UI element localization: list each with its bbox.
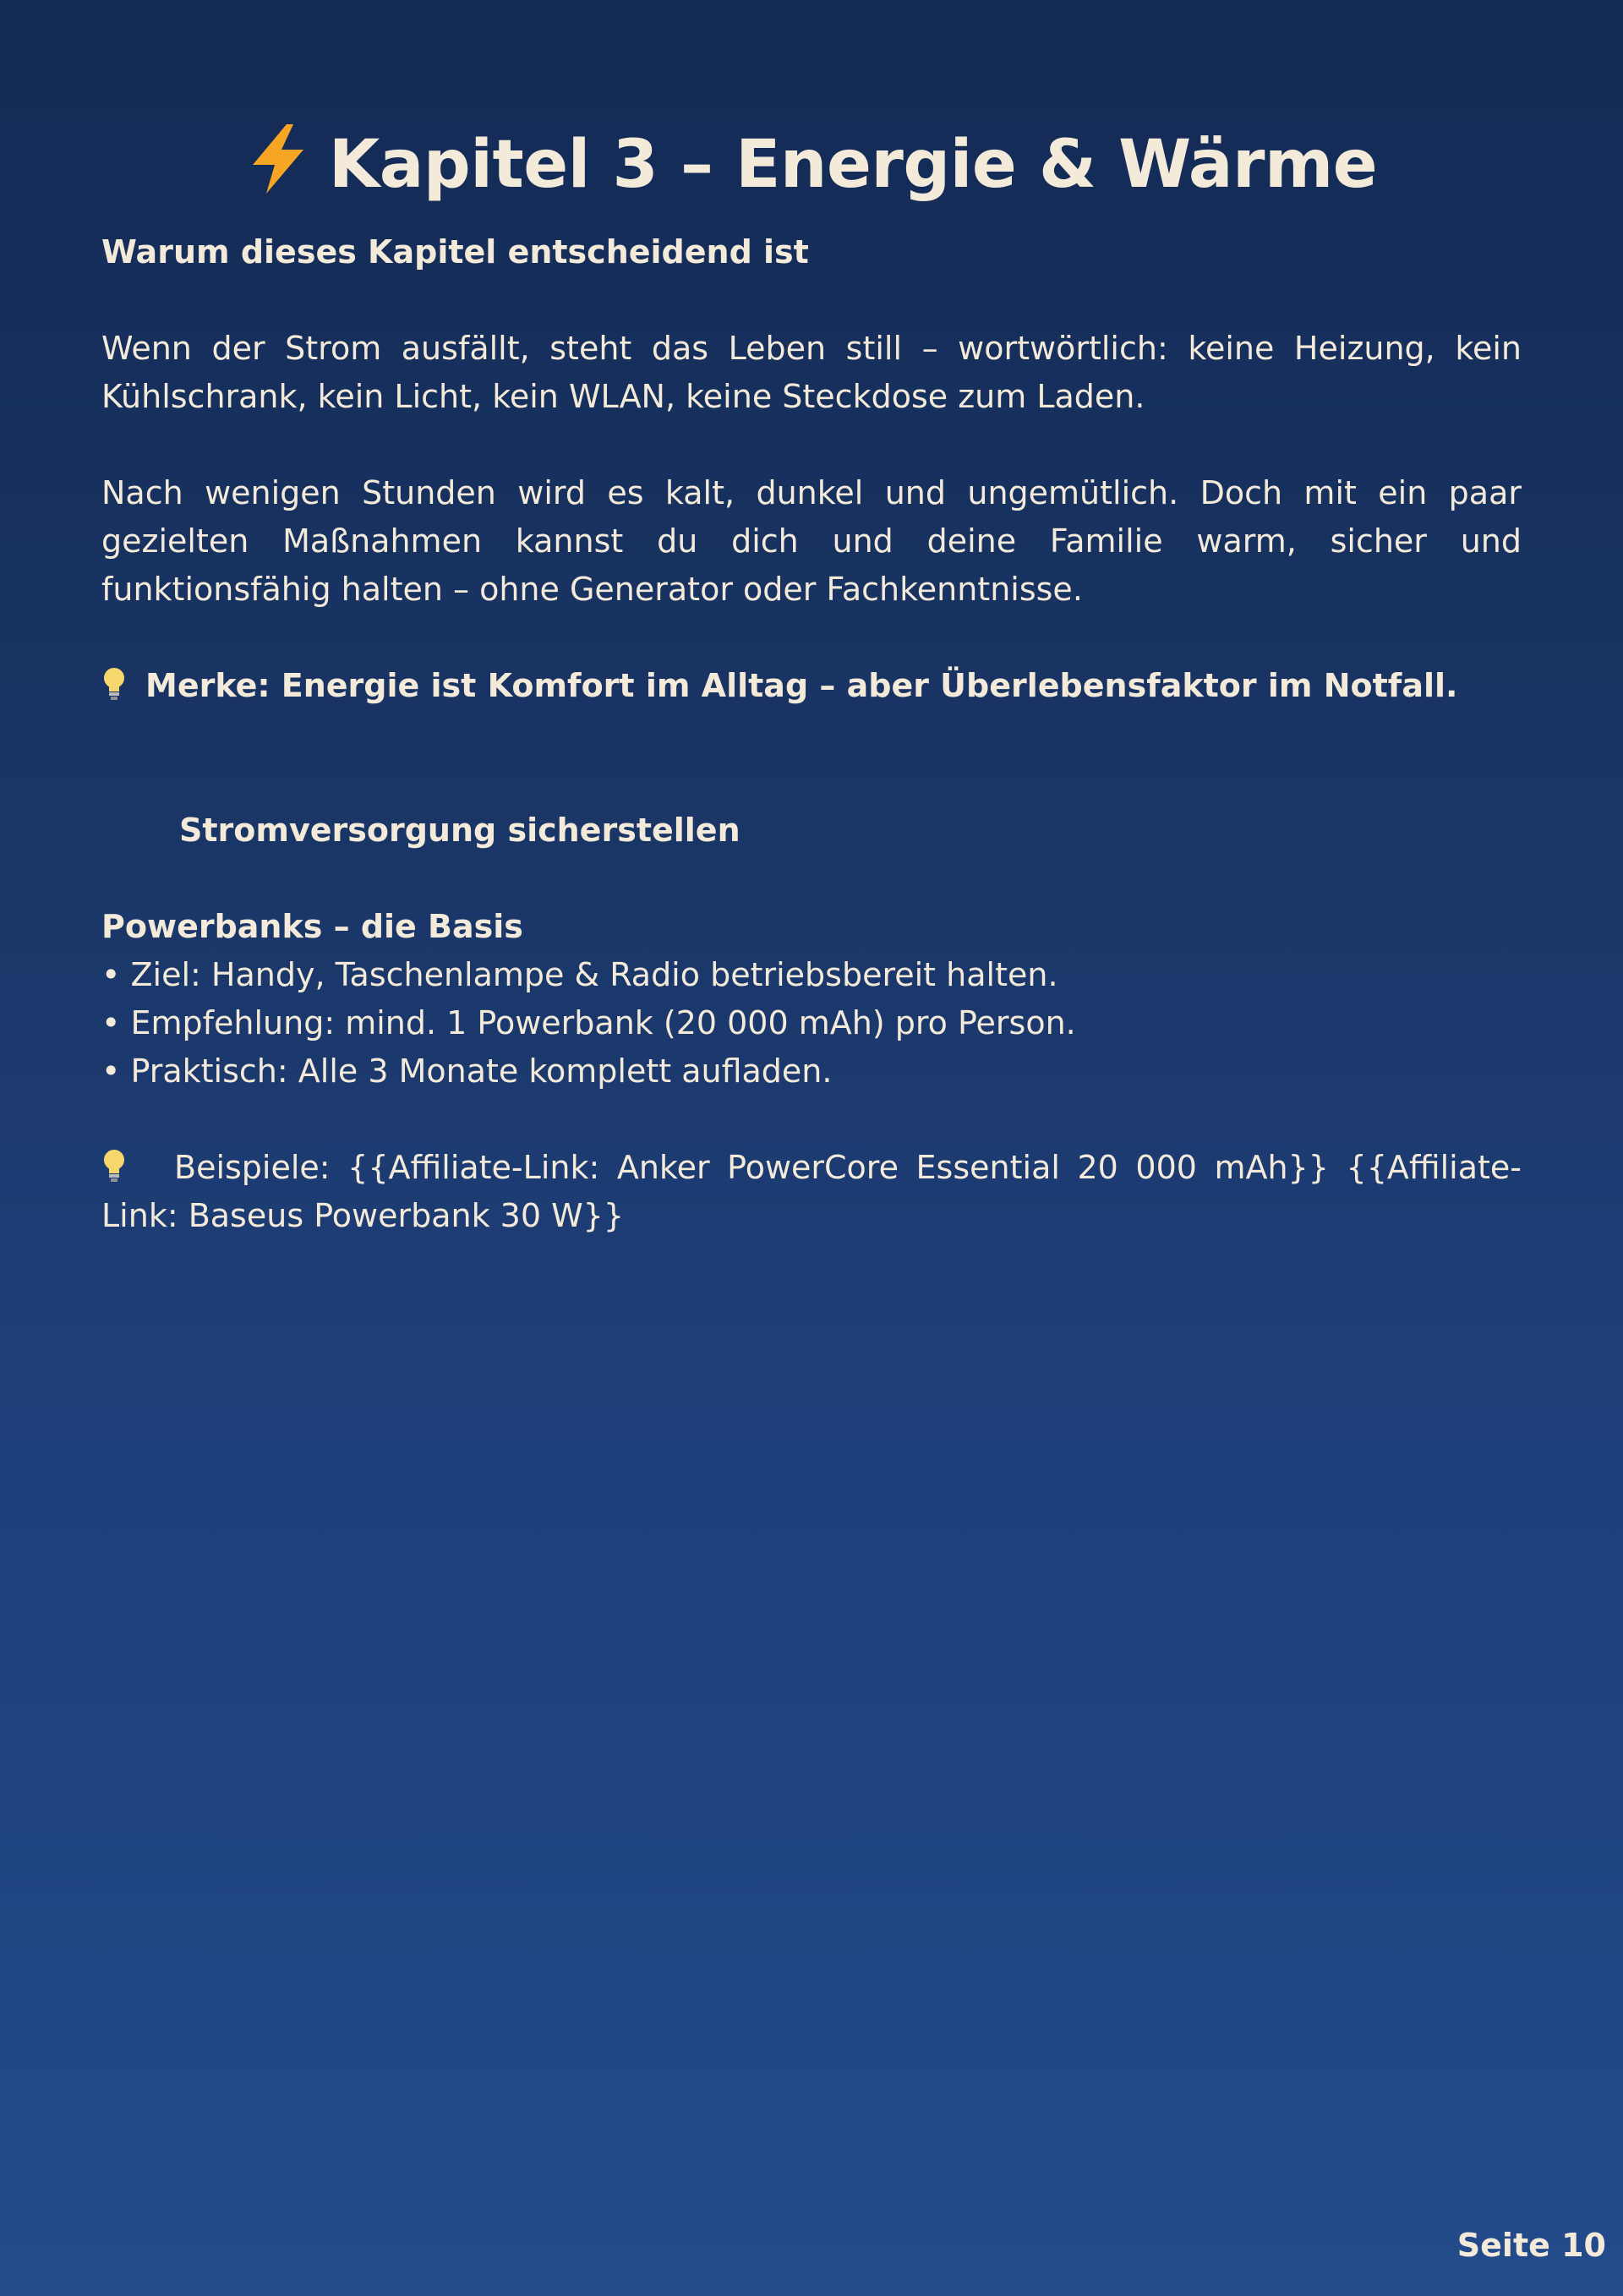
lightbulb-icon: [101, 1148, 127, 1184]
bullet-item: • Praktisch: Alle 3 Monate komplett aufladen.: [101, 1052, 833, 1090]
intro-heading: Warum dieses Kapitel entscheidend ist: [101, 233, 809, 271]
bullet-item: • Empfehlung: mind. 1 Powerbank (20 000 mAh) pro Person.: [101, 1004, 1076, 1041]
lightning-bolt-icon: [246, 123, 310, 195]
page-title: [0, 118, 1623, 211]
section-heading: Stromversorgung sicherstellen: [179, 812, 740, 849]
chapter-content: [101, 228, 1522, 1240]
intro-paragraph-2: Nach wenigen Stunden wird es kalt, dunkel und ungemütlich. Doch mit ein paar gezielten Maßnahmen kannst du dich und deine Familie warm, sicher und funktionsfähig halten – ohne Generator oder Fachkenntnisse.: [101, 474, 1522, 608]
bullet-item: • Ziel: Handy, Taschenlampe & Radio betriebsbereit halten.: [101, 956, 1058, 993]
intro-tip: [101, 662, 1522, 710]
intro-paragraph-1: Wenn der Strom ausfällt, steht das Leben still – wortwörtlich: keine Heizung, kein Kühlschrank, kein Licht, kein WLAN, keine Steckdose zum Laden.: [101, 330, 1522, 415]
page-number: Seite 10: [1456, 2227, 1606, 2264]
lightbulb-icon: [101, 666, 127, 702]
page-title-text: Kapitel 3 – Energie & Wärme: [328, 127, 1378, 204]
section-subheading: Powerbanks – die Basis: [101, 908, 523, 945]
intro-tip-text: Merke: Energie ist Komfort im Alltag – aber Überlebensfaktor im Notfall.: [145, 667, 1458, 704]
examples-text: Beispiele: {{Affiliate-Link: Anker PowerCore Essential 20 000 mAh}} {{Affiliate-Link: Baseus Powerbank 30 W}}: [101, 1149, 1522, 1234]
examples-paragraph: [101, 1144, 1522, 1240]
